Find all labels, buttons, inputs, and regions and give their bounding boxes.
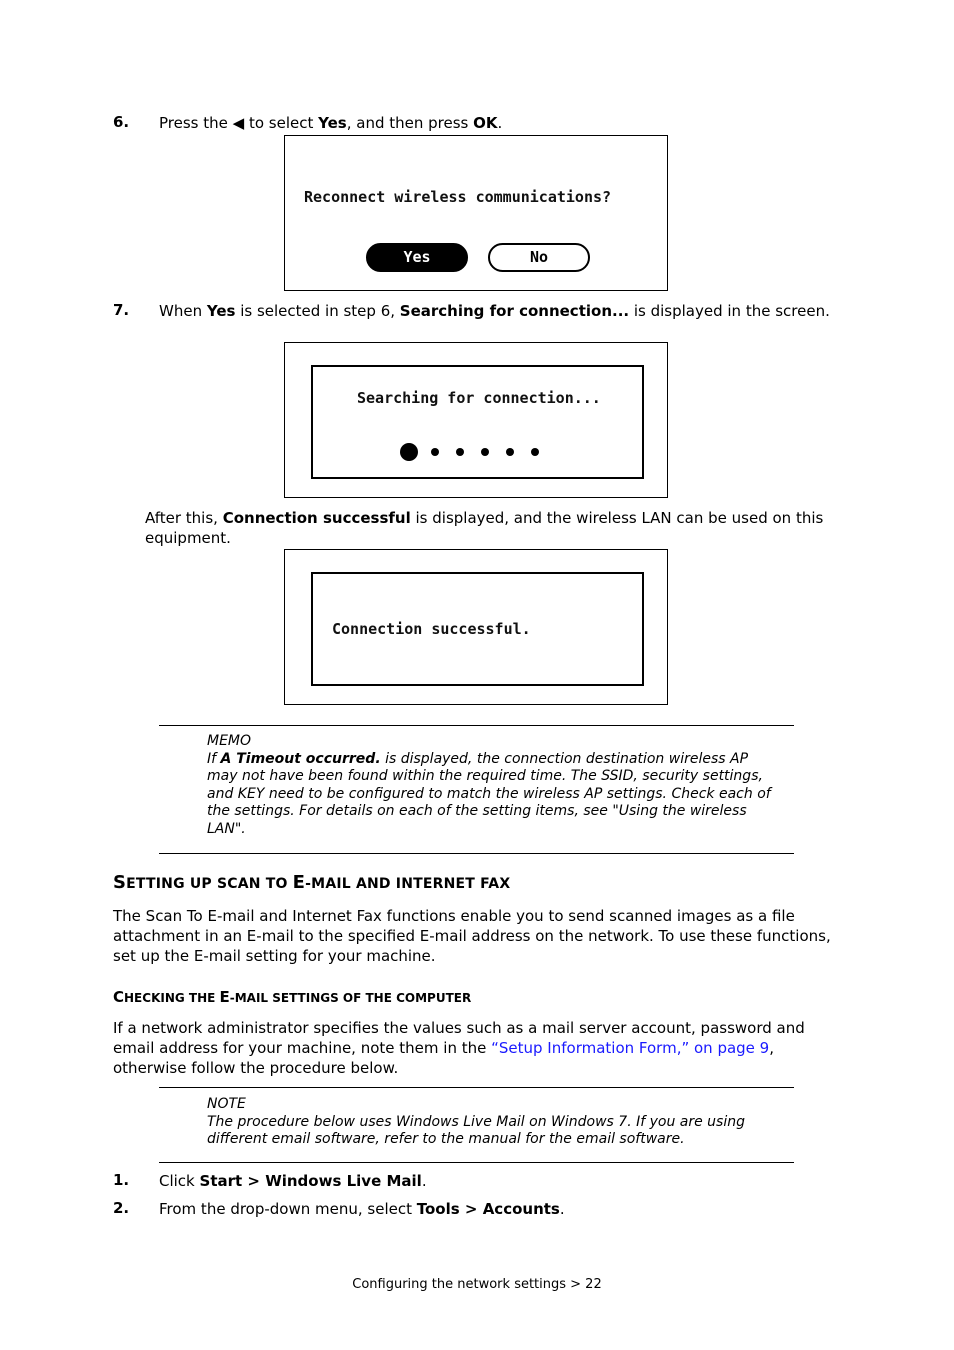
intro-paragraph: The Scan To E-mail and Internet Fax functions enable you to send scanned images as a file attachment in an E-mail to the specified E-mail address on the network. To use these functions, set up the E-mail setting for your machine. xyxy=(113,907,831,965)
note-bottom-rule xyxy=(159,1162,794,1163)
progress-dot xyxy=(431,448,439,456)
note-top-rule xyxy=(159,1087,794,1088)
progress-dot xyxy=(481,448,489,456)
left-arrow-icon: ◀ xyxy=(232,114,245,132)
subsection-heading-checking-email: CHECKING THE E-MAIL SETTINGS OF THE COMPUTER xyxy=(113,988,472,1006)
memo-text: If A Timeout occurred. is displayed, the connection destination wireless AP may not have been found within the required time. The SSID, security settings, and KEY need to be configured to match the wireless AP settings. Check each of the settings. For details on each of the setting items, see "Using the wireless LAN". xyxy=(207,750,771,837)
lcd-inner-frame xyxy=(311,365,644,479)
setup-form-link[interactable]: “Setup Information Form,” on page 9 xyxy=(491,1039,770,1057)
success-text: Connection successful. xyxy=(332,620,531,638)
step-7-number: 7. xyxy=(113,301,130,319)
note-text: The procedure below uses Windows Live Mail on Windows 7. If you are using different email software, refer to the manual for the email software. xyxy=(207,1113,745,1147)
progress-dot xyxy=(531,448,539,456)
step-2-text: From the drop-down menu, select Tools > Accounts. xyxy=(159,1200,565,1218)
memo-block xyxy=(207,733,782,838)
after-this-text: After this, Connection successful is displayed, and the wireless LAN can be used on this equipment. xyxy=(145,509,824,547)
step-6-number: 6. xyxy=(113,113,130,131)
searching-text: Searching for connection... xyxy=(357,389,601,407)
lcd-panel-success xyxy=(284,549,668,705)
progress-dot-active xyxy=(400,443,418,461)
lcd-panel-searching xyxy=(284,342,668,498)
yes-button[interactable]: Yes xyxy=(366,243,468,272)
lcd-panel-reconnect xyxy=(284,135,668,291)
step-1-text: Click Start > Windows Live Mail. xyxy=(159,1172,427,1190)
reconnect-prompt: Reconnect wireless communications? xyxy=(304,188,612,206)
memo-label: MEMO xyxy=(207,733,252,749)
memo-bottom-rule xyxy=(159,853,794,854)
section-heading-scan-to-email: SETTING UP SCAN TO E-MAIL AND INTERNET FAX xyxy=(113,872,511,893)
note-block xyxy=(207,1096,782,1149)
note-label: NOTE xyxy=(207,1096,246,1112)
step-1-number: 1. xyxy=(113,1171,130,1189)
memo-top-rule xyxy=(159,725,794,726)
progress-dot xyxy=(456,448,464,456)
step-7-text: When Yes is selected in step 6, Searching for connection... is displayed in the screen. xyxy=(159,302,830,320)
no-button[interactable]: No xyxy=(488,243,590,272)
admin-paragraph: If a network administrator specifies the values such as a mail server account, password and email address for your machine, note them in the “Setup Information Form,” on page 9, otherwise follow the procedure below. xyxy=(113,1019,805,1077)
step-2-number: 2. xyxy=(113,1199,130,1217)
progress-dot xyxy=(506,448,514,456)
page-footer: Configuring the network settings > 22 xyxy=(352,1277,602,1292)
step-6-text: Press the ◀ to select Yes, and then press OK. xyxy=(159,114,503,132)
